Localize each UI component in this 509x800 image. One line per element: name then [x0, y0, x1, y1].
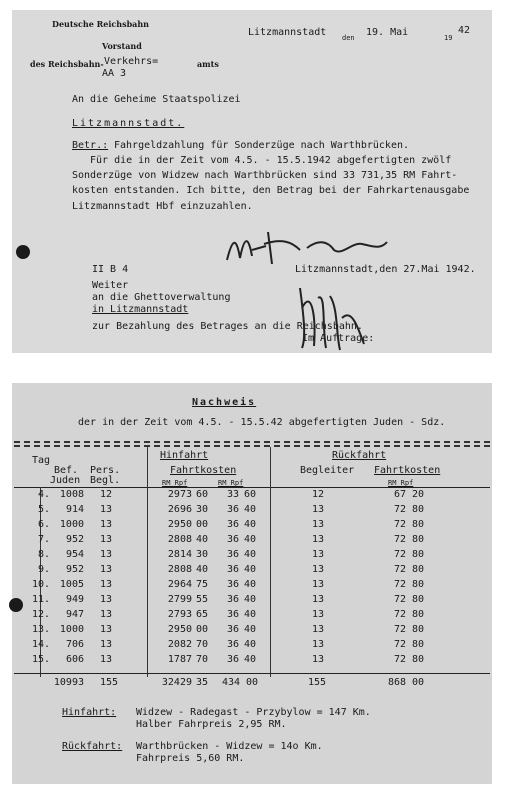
date-prefix: den — [342, 34, 355, 42]
col-rm-rpf-c: RM Rpf — [388, 479, 414, 487]
forward-line-3: in Litzmannstadt — [92, 304, 189, 315]
punch-hole — [9, 598, 23, 612]
col-pers-1: Pers. — [90, 465, 121, 476]
totals-rule — [14, 673, 490, 674]
body-line-2: Sonderzüge von Widzew nach Warthbrücken sind 33 731,35 RM Fahrt- — [72, 170, 458, 181]
table-row: 8. 954 13 2814 30 36 40 13 72 80 — [37, 549, 425, 560]
forward-line-1: Weiter — [92, 280, 129, 291]
route-hin-text: Widzew - Radegast - Przybylow = 147 Km. — [136, 707, 371, 718]
org-office-field: Verkehrs= — [104, 56, 159, 67]
header-bottom-rule — [14, 487, 490, 488]
col-bef-2: Juden — [50, 475, 81, 486]
org-board: Vorstand — [102, 41, 142, 51]
forward-line-5: Im Auftrage: — [302, 333, 375, 344]
ref-code: AA 3 — [102, 68, 127, 79]
col-tag: Tag — [32, 455, 51, 466]
col-begleiter: Begleiter — [300, 465, 355, 476]
org-office-suffix: amts — [197, 59, 219, 69]
letter-date: 19. Mai — [366, 27, 409, 38]
route-rueck-text: Warthbrücken - Widzew = 14o Km. — [136, 741, 323, 752]
header-dash-rule — [14, 441, 490, 443]
section-date: Litzmannstadt,den 27.Mai 1942. — [295, 264, 476, 275]
col-bef-1: Bef. — [54, 465, 79, 476]
letter-sheet — [12, 10, 492, 353]
statement-sheet — [12, 383, 492, 784]
body-line-1: Für die in der Zeit vom 4.5. - 15.5.1942 abgefertigten zwölf — [90, 155, 452, 166]
route-hin-label: Hinfahrt: — [62, 707, 117, 718]
statement-subtitle: der in der Zeit vom 4.5. - 15.5.42 abgefertigten Juden - Sdz. — [78, 417, 446, 428]
table-row: 9. 952 13 2808 40 36 40 13 72 80 — [37, 564, 425, 575]
forward-line-4: zur Bezahlung des Betrages an die Reichsbahn. — [92, 321, 363, 332]
col-rm-rpf-a: RM Rpf — [162, 479, 188, 487]
signature-1 — [222, 220, 392, 270]
table-row: 12. 947 13 2793 65 36 40 13 72 80 — [31, 609, 425, 620]
section-ref: II B 4 — [92, 264, 129, 275]
col-rueckfahrt: Rückfahrt — [332, 450, 387, 461]
letter-place: Litzmannstadt — [248, 27, 327, 38]
subject-text: Fahrgeldzahlung für Sonderzüge nach Warthbrücken. — [114, 140, 410, 151]
date-year-prefix: 19 — [444, 34, 453, 42]
statement-title: Nachweis — [192, 397, 257, 408]
table-row: 4. 1008 12 2973 60 33 60 12 67 20 — [37, 489, 425, 500]
table-row: 5. 914 13 2696 30 36 40 13 72 80 — [37, 504, 425, 515]
totals-row: 10993 155 32429 35 434 00 155 868 00 — [53, 677, 425, 688]
table-row: 14. 706 13 2082 70 36 40 13 72 80 — [31, 639, 425, 650]
route-rueck-fare: Fahrpreis 5,60 RM. — [136, 753, 245, 764]
table-row: 11. 949 13 2799 55 36 40 13 72 80 — [31, 594, 425, 605]
signature-2 — [292, 278, 375, 353]
col-rm-rpf-b: RM Rpf — [218, 479, 244, 487]
table-row: 13. 1000 13 2950 00 36 40 13 72 80 — [31, 624, 425, 635]
table-row: 15. 606 13 1787 70 36 40 13 72 80 — [31, 654, 425, 665]
org-office-prefix: des Reichsbahn- — [30, 59, 104, 69]
header-dash-rule-2 — [14, 445, 490, 447]
forward-line-2: an die Ghettoverwaltung — [92, 292, 231, 303]
recipient: An die Geheime Staatspolizei — [72, 94, 241, 105]
col-fahrtkosten: Fahrtkosten — [170, 465, 237, 476]
table-row: 6. 1000 13 2950 00 36 40 13 72 80 — [37, 519, 425, 530]
body-line-4: Litzmannstadt Hbf einzuzahlen. — [72, 201, 253, 212]
recipient-city: Litzmannstadt. — [72, 118, 185, 129]
route-rueck-label: Rückfahrt: — [62, 741, 123, 752]
route-hin-fare: Halber Fahrpreis 2,95 RM. — [136, 719, 287, 730]
col-fahrtkosten-r: Fahrtkosten — [374, 465, 441, 476]
col-pers-2: Begl. — [90, 475, 121, 486]
date-year-suffix: 42 — [458, 25, 471, 36]
org-name: Deutsche Reichsbahn — [52, 19, 149, 29]
punch-hole — [16, 245, 30, 259]
col-hinfahrt: Hinfahrt — [160, 450, 209, 461]
table-row: 10. 1005 13 2964 75 36 40 13 72 80 — [31, 579, 425, 590]
table-row: 7. 952 13 2808 40 36 40 13 72 80 — [37, 534, 425, 545]
body-line-3: kosten entstanden. Ich bitte, den Betrag bei der Fahrkartenausgabe — [72, 185, 470, 196]
subject-label: Betr.: — [72, 140, 109, 151]
